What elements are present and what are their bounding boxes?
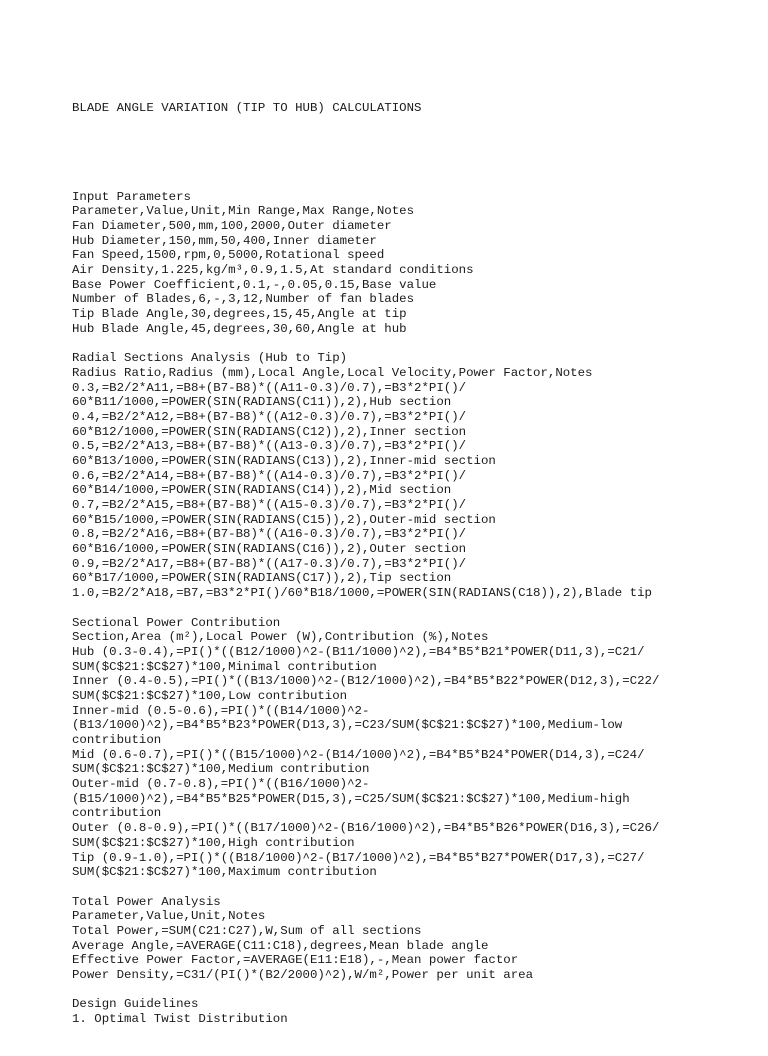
section-radial-sections-analysis xyxy=(72,351,692,601)
section-input-parameters xyxy=(72,190,692,337)
text-line: 60*B15/1000,=POWER(SIN(RADIANS(C15)),2),Outer-mid section xyxy=(72,512,496,527)
document-title: BLADE ANGLE VARIATION (TIP TO HUB) CALCULATIONS xyxy=(72,101,422,116)
text-line: 1. Optimal Twist Distribution xyxy=(72,1012,288,1027)
text-line: Average Angle,=AVERAGE(C11:C18),degrees,Mean blade angle xyxy=(72,938,489,953)
text-line: Hub Blade Angle,45,degrees,30,60,Angle at hub xyxy=(72,321,407,336)
text-line: Radius Ratio,Radius (mm),Local Angle,Local Velocity,Power Factor,Notes xyxy=(72,365,593,380)
text-line: (B15/1000)^2),=B4*B5*B25*POWER(D15,3),=C25/SUM($C$21:$C$27)*100,Medium-high xyxy=(72,791,630,806)
blank-line xyxy=(72,983,692,998)
text-line: Section,Area (m²),Local Power (W),Contribution (%),Notes xyxy=(72,630,489,645)
document-sections xyxy=(72,190,692,1027)
text-line: Mid (0.6-0.7),=PI()*((B15/1000)^2-(B14/1000)^2),=B4*B5*B24*POWER(D14,3),=C24/ xyxy=(72,747,645,762)
text-line: Parameter,Value,Unit,Min Range,Max Range,Notes xyxy=(72,204,415,219)
text-line: 60*B14/1000,=POWER(SIN(RADIANS(C14)),2),Mid section xyxy=(72,483,452,498)
text-line: SUM($C$21:$C$27)*100,Medium contribution xyxy=(72,762,370,777)
text-line: Power Density,=C31/(PI()*(B2/2000)^2),W/m²,Power per unit area xyxy=(72,968,534,983)
text-line: (B13/1000)^2),=B4*B5*B23*POWER(D13,3),=C23/SUM($C$21:$C$27)*100,Medium-low xyxy=(72,718,623,733)
section-heading: Design Guidelines xyxy=(72,997,199,1012)
text-line: Effective Power Factor,=AVERAGE(E11:E18),-,Mean power factor xyxy=(72,953,519,968)
text-line: 0.9,=B2/2*A17,=B8+(B7-B8)*((A17-0.3)/0.7),=B3*2*PI()/ xyxy=(72,556,467,571)
text-line: 0.8,=B2/2*A16,=B8+(B7-B8)*((A16-0.3)/0.7),=B3*2*PI()/ xyxy=(72,527,467,542)
text-line: 0.3,=B2/2*A11,=B8+(B7-B8)*((A11-0.3)/0.7),=B3*2*PI()/ xyxy=(72,380,467,395)
section-heading: Sectional Power Contribution xyxy=(72,615,281,630)
text-line: 1.0,=B2/2*A18,=B7,=B3*2*PI()/60*B18/1000,=POWER(SIN(RADIANS(C18)),2),Blade tip xyxy=(72,586,652,601)
text-line: Hub Diameter,150,mm,50,400,Inner diameter xyxy=(72,233,377,248)
section-heading: Total Power Analysis xyxy=(72,894,221,909)
text-line: Tip (0.9-1.0),=PI()*((B18/1000)^2-(B17/1000)^2),=B4*B5*B27*POWER(D17,3),=C27/ xyxy=(72,850,645,865)
text-line: SUM($C$21:$C$27)*100,Maximum contribution xyxy=(72,865,377,880)
blank-line xyxy=(72,146,692,161)
section-heading: Input Parameters xyxy=(72,189,191,204)
text-line: 60*B12/1000,=POWER(SIN(RADIANS(C12)),2),Inner section xyxy=(72,424,467,439)
text-line: 0.4,=B2/2*A12,=B8+(B7-B8)*((A12-0.3)/0.7),=B3*2*PI()/ xyxy=(72,409,467,424)
section-total-power-analysis xyxy=(72,895,692,983)
text-line: 60*B11/1000,=POWER(SIN(RADIANS(C11)),2),Hub section xyxy=(72,395,452,410)
text-line: Fan Diameter,500,mm,100,2000,Outer diameter xyxy=(72,218,392,233)
text-line: 0.5,=B2/2*A13,=B8+(B7-B8)*((A13-0.3)/0.7),=B3*2*PI()/ xyxy=(72,439,467,454)
text-line: SUM($C$21:$C$27)*100,High contribution xyxy=(72,835,355,850)
text-line: contribution xyxy=(72,733,162,748)
text-line: Base Power Coefficient,0.1,-,0.05,0.15,Base value xyxy=(72,277,437,292)
text-line: 60*B13/1000,=POWER(SIN(RADIANS(C13)),2),Inner-mid section xyxy=(72,453,496,468)
text-line: Tip Blade Angle,30,degrees,15,45,Angle at tip xyxy=(72,307,407,322)
section-design-guidelines xyxy=(72,997,692,1026)
text-line: Outer (0.8-0.9),=PI()*((B17/1000)^2-(B16/1000)^2),=B4*B5*B26*POWER(D16,3),=C26/ xyxy=(72,821,660,836)
text-line: 0.6,=B2/2*A14,=B8+(B7-B8)*((A14-0.3)/0.7),=B3*2*PI()/ xyxy=(72,468,467,483)
text-line: SUM($C$21:$C$27)*100,Low contribution xyxy=(72,688,348,703)
text-line: 60*B16/1000,=POWER(SIN(RADIANS(C16)),2),Outer section xyxy=(72,542,467,557)
text-line: SUM($C$21:$C$27)*100,Minimal contribution xyxy=(72,659,377,674)
text-line: Air Density,1.225,kg/m³,0.9,1.5,At standard conditions xyxy=(72,263,474,278)
text-line: Inner-mid (0.5-0.6),=PI()*((B14/1000)^2- xyxy=(72,703,370,718)
text-line: 60*B17/1000,=POWER(SIN(RADIANS(C17)),2),Tip section xyxy=(72,571,452,586)
blank-line xyxy=(72,880,692,895)
text-line: 0.7,=B2/2*A15,=B8+(B7-B8)*((A15-0.3)/0.7),=B3*2*PI()/ xyxy=(72,498,467,513)
blank-line xyxy=(72,336,692,351)
section-sectional-power-contribution xyxy=(72,616,692,880)
document-body xyxy=(72,72,692,1056)
text-line: Number of Blades,6,-,3,12,Number of fan blades xyxy=(72,292,415,307)
text-line: Hub (0.3-0.4),=PI()*((B12/1000)^2-(B11/1000)^2),=B4*B5*B21*POWER(D11,3),=C21/ xyxy=(72,644,645,659)
text-line: Parameter,Value,Unit,Notes xyxy=(72,909,266,924)
text-line: Outer-mid (0.7-0.8),=PI()*((B16/1000)^2- xyxy=(72,777,370,792)
text-line: contribution xyxy=(72,806,162,821)
text-line: Inner (0.4-0.5),=PI()*((B13/1000)^2-(B12/1000)^2),=B4*B5*B22*POWER(D12,3),=C22/ xyxy=(72,674,660,689)
text-line: Fan Speed,1500,rpm,0,5000,Rotational speed xyxy=(72,248,385,263)
section-heading: Radial Sections Analysis (Hub to Tip) xyxy=(72,351,348,366)
blank-line xyxy=(72,601,692,616)
text-line: Total Power,=SUM(C21:C27),W,Sum of all sections xyxy=(72,923,422,938)
